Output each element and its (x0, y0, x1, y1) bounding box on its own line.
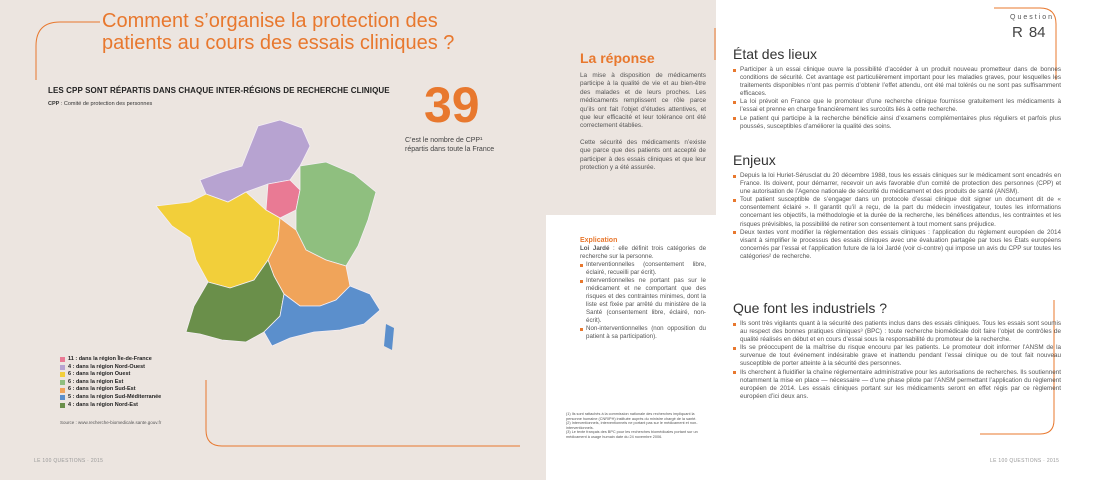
footnote: (2) Interventionnels, interventionnels ne portant pas sur le médicament et non-interventionnels. (566, 421, 698, 430)
reponse-title: La réponse (580, 50, 655, 66)
footnotes (566, 412, 706, 440)
legend-label: 6 : dans la région Sud-Est (68, 386, 136, 393)
legend-label: 5 : dans la région Sud-Méditerranée (68, 393, 162, 400)
cpp-abbr: CPP (48, 101, 60, 107)
section-title: Enjeux (733, 152, 776, 168)
legend-swatch (60, 395, 65, 400)
footer-left: LE 100 QUESTIONS · 2015 (34, 458, 104, 464)
explication-item: Interventionnelles ne portant pas sur le médicament et ne comportant que des risques et des contraintes minimes, dont la liste est fixée par arrêté du ministère de la Santé (consentement libre, éclairé, non-écrit). (580, 277, 706, 325)
footer-right: LE 100 QUESTIONS · 2015 (990, 458, 1060, 464)
enjeux-item: Tout patient susceptible de s’engager dans un protocole d’essai clinique doit signer un document dit de « consentement éclairé ». Il garantit qu’il a reçu, de la part du médecin investigateur, toutes les informations concernant les objectifs, la méthodologie et la durée de la recherche, les bénéfices attendus, les contraintes et les risques prévisibles, la possibilité de retirer son consentement à tout moment sans préjudice. (733, 196, 1061, 228)
legend-swatch (60, 372, 65, 377)
region-corse (384, 324, 394, 350)
title-line-1: Comment s’organise la protection des (102, 10, 438, 32)
legend-item (60, 356, 161, 364)
legend-item (60, 364, 161, 372)
cpp-def-text: : Comité de protection des personnes (59, 101, 153, 107)
cpp-definition (48, 101, 152, 107)
legend-swatch (60, 380, 65, 385)
legend-swatch (60, 403, 65, 408)
caption-line-2: répartis dans toute la France (405, 146, 495, 153)
legend-item (60, 371, 161, 379)
cpp-count: 39 (424, 77, 480, 133)
question-label: Question (1010, 14, 1055, 21)
cpp-count-caption (405, 136, 525, 154)
explication-box (580, 237, 706, 341)
legend-label: 11 : dans la région Île-de-France (68, 356, 152, 362)
legend-label: 6 : dans la région Est (68, 378, 124, 385)
section-title: État des lieux (733, 46, 818, 62)
explication-intro-text: : elle définit trois catégories de recherche sur la personne. (580, 245, 707, 260)
industriels-item: Ils sont très vigilants quant à la sécurité des patients inclus dans des essais cliniques. Tous les essais sont soumis au respect des bonnes pratiques cliniques³ (BPC) : toute recherche biomédicale doit faire l’objet de contrôles de qualité réalisés en début et en cours d’essai sous la responsabilité du promoteur de la recherche. (733, 320, 1061, 344)
industriels-item: Ils cherchent à fluidifier la chaîne réglementaire administrative pour les autorisations de recherches. Ils soutiennent notamment la mise en place — nécessaire — d’une phase pilote par l’ANSM permettant l’application du règlement européen de 2014. Les essais cliniques portant sur les médicaments seront en effet régis par ce règlement européen d’ici deux ans. (733, 369, 1061, 401)
legend-swatch (60, 388, 65, 393)
legend-swatch (60, 357, 65, 362)
page-title (102, 10, 532, 54)
explication-heading: Explication (580, 237, 618, 244)
footnote: (1) Ils sont rattachés à la commission nationale des recherches impliquant la personne humaine (CNRIPH) instituée auprès du ministre chargé de la santé. (566, 412, 697, 421)
legend-label: 4 : dans la région Nord-Est (68, 401, 138, 408)
caption-line-1: C’est le nombre de CPP¹ (405, 137, 483, 144)
section-enjeux (733, 152, 1061, 261)
footnote: (3) Le texte français des BPC pour les recherches biomédicales portant sur un médicament à usage humain date du 24 novembre 2006. (566, 430, 698, 439)
etat-item: La loi prévoit en France que le promoteur d’une recherche clinique fournisse gratuitement les médicaments à l’essai et prenne en charge financièrement les surcoûts liés à cette recherche. (733, 98, 1061, 114)
section-etat-des-lieux (733, 46, 1061, 131)
legend-item (60, 386, 161, 394)
legend-label: 6 : dans la région Ouest (68, 371, 131, 378)
map-heading: LES CPP SONT RÉPARTIS DANS CHAQUE INTER-RÉGIONS DE RECHERCHE CLINIQUE (48, 86, 390, 95)
explication-term: Loi Jardé (580, 245, 610, 252)
question-num: 84 (1028, 24, 1046, 41)
question-number (1012, 24, 1046, 41)
reponse-paragraph-1: La mise à disposition de médicaments participe à la qualité de vie et au bien-être des malades et de leurs proches. Les médicaments remplissent ce rôle parce qu’ils ont fait l’objet d’études attentives, et que leur efficacité et leur tolérance ont été correctement établies. (580, 72, 706, 130)
explication-list (580, 261, 706, 341)
region-est (296, 162, 376, 266)
legend-item (60, 379, 161, 387)
section-industriels (733, 300, 1061, 401)
reponse-text (580, 72, 706, 180)
explication-item: Interventionnelles (consentement libre, éclairé, recueilli par écrit). (580, 261, 706, 277)
explication-intro (580, 245, 706, 261)
title-line-2: patients au cours des essais cliniques ? (102, 32, 455, 54)
explication-item: Non-interventionnelles (non opposition du patient à sa participation). (580, 325, 706, 341)
legend-label: 4 : dans la région Nord-Ouest (68, 363, 146, 370)
question-letter: R (1012, 24, 1023, 41)
reponse-paragraph-2: Cette sécurité des médicaments n’existe que parce que des patients ont accepté de participer à des essais cliniques et que leur protection y a été assurée. (580, 138, 706, 172)
enjeux-item: Depuis la loi Huriet-Sérusclat du 20 décembre 1988, tous les essais cliniques sur le médicament sont encadrés en France. Ils doivent, pour démarrer, recevoir un avis favorable d’un comité de protection des personnes (CPP) et une autorisation de l’Agence nationale de sécurité du médicament et des produits de santé (ANSM). (733, 172, 1061, 196)
legend-item (60, 402, 161, 410)
legend-item (60, 394, 161, 402)
industriels-item: Ils se préoccupent de la maîtrise du risque encouru par les patients. Le promoteur doit informer l’ANSM de la survenue de tout événement indésirable grave et inattendu pendant l’essai clinique ou de tout fait nouveau susceptible de porter atteinte à la sécurité des personnes. (733, 344, 1061, 368)
map-source: Source : www.recherche-biomedicale.sante.gouv.fr (60, 420, 162, 425)
map-legend (60, 356, 161, 409)
enjeux-item: Deux textes vont modifier la réglementation des essais cliniques : l’application du règlement européen de 2014 visant à simplifier le processus des essais cliniques avec une évaluation partagée par tous les États européens concernés par l’essai et l’application future de la loi Jardé (voir ci-contre) qui impose un avis du CPP sur toutes les catégories² de recherche. (733, 229, 1061, 261)
etat-item: Participer à un essai clinique ouvre la possibilité d’accéder à un produit nouveau prometteur dans de bonnes conditions de sécurité. Cet avantage est particulièrement important pour les maladies graves, pour lesquelles les traitements disponibles n’ont pas permis d’obtenir l’effet attendu, ont été mal tolérés ou ne sont pas suffisamment efficaces. (733, 66, 1061, 98)
france-map (150, 110, 400, 360)
section-title: Que font les industriels ? (733, 300, 888, 316)
etat-item: Le patient qui participe à la recherche bénéficie ainsi d’examens complémentaires plus réguliers et parfois plus poussés, susceptibles d’améliorer la qualité des soins. (733, 115, 1061, 131)
legend-swatch (60, 365, 65, 370)
region-ile-de-france (266, 180, 300, 218)
